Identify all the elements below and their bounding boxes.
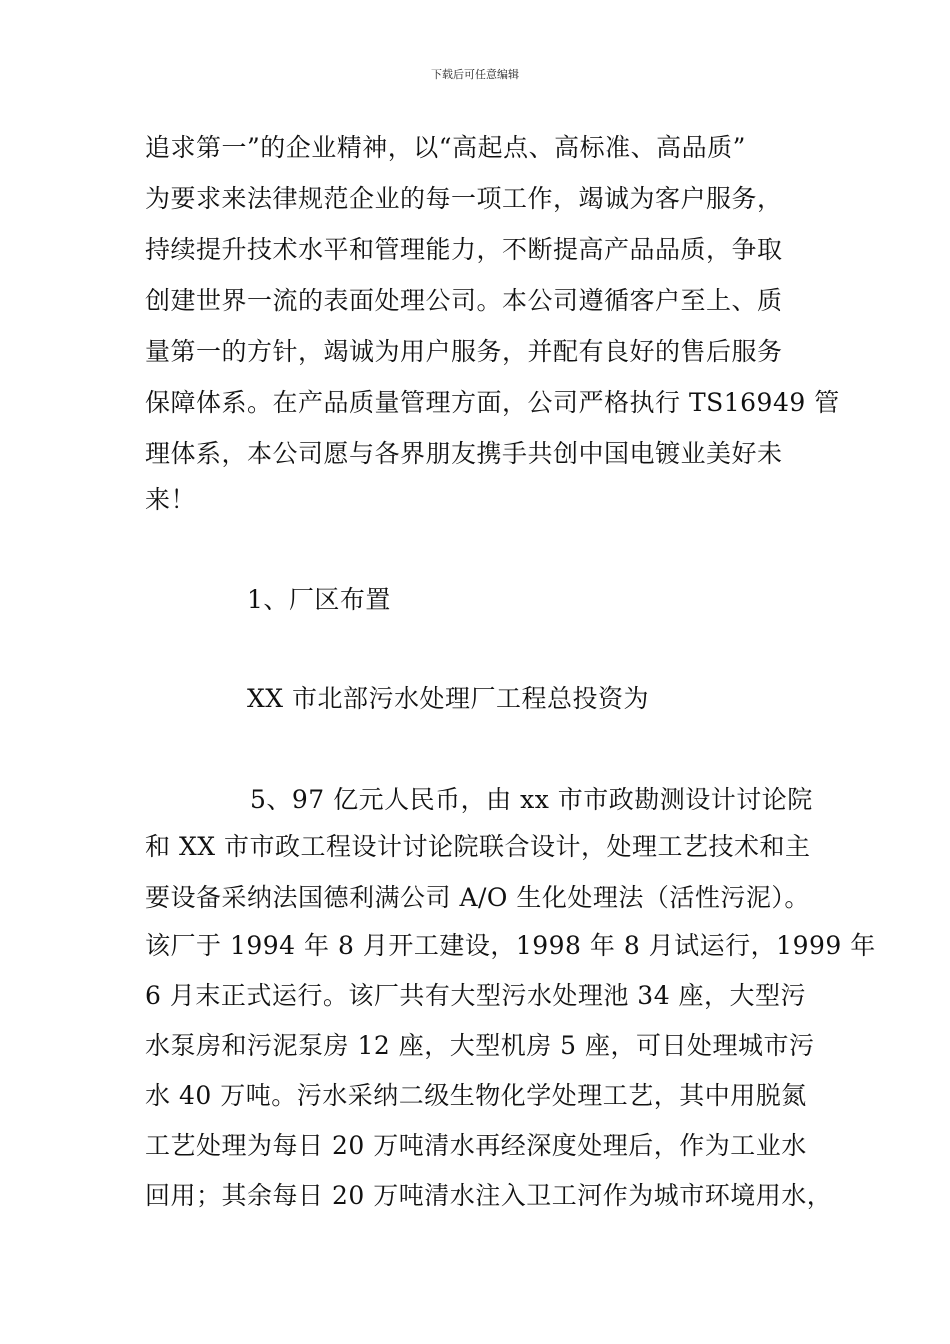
paragraph-line: 水泵房和污泥泵房 12 座，大型机房 5 座，可日处理城市污	[145, 1031, 815, 1060]
paragraph-line: 工艺处理为每日 20 万吨清水再经深度处理后，作为工业水	[145, 1131, 807, 1160]
paragraph-line: 要设备采纳法国德利满公司 A/O 生化处理法（活性污泥）。	[145, 883, 810, 912]
paragraph-line: 6 月末正式运行。该厂共有大型污水处理池 34 座，大型污	[145, 981, 807, 1010]
paragraph-line: 理体系，本公司愿与各界朋友携手共创中国电镀业美好未	[145, 439, 783, 468]
paragraph-line: 创建世界一流的表面处理公司。本公司遵循客户至上、质	[145, 286, 783, 315]
paragraph-line: 保障体系。在产品质量管理方面，公司严格执行 TS16949 管	[145, 388, 840, 417]
paragraph-line: 该厂于 1994 年 8 月开工建设，1998 年 8 月试运行，1999 年	[145, 931, 876, 960]
paragraph-line: 水 40 万吨。污水采纳二级生物化学处理工艺，其中用脱氮	[145, 1081, 807, 1110]
paragraph-line: 追求第一”的企业精神，以“高起点、高标准、高品质”	[145, 133, 746, 162]
paragraph-line: 和 XX 市市政工程设计讨论院联合设计，处理工艺技术和主	[145, 832, 811, 861]
page-header: 下载后可任意编辑	[431, 68, 519, 81]
paragraph-line: 来！	[145, 485, 197, 514]
paragraph-line: 持续提升技术水平和管理能力，不断提高产品品质，争取	[145, 235, 783, 264]
paragraph-line: 5、97 亿元人民币，由 xx 市市政勘测设计讨论院	[250, 785, 813, 814]
section-heading: 1、厂区布置	[247, 585, 391, 614]
paragraph-line: 量第一的方针，竭诚为用户服务，并配有良好的售后服务	[145, 337, 783, 366]
paragraph-line: 回用；其余每日 20 万吨清水注入卫工河作为城市环境用水，	[145, 1181, 833, 1210]
paragraph-line: XX 市北部污水处理厂工程总投资为	[247, 684, 650, 713]
paragraph-line: 为要求来法律规范企业的每一项工作，竭诚为客户服务，	[145, 184, 783, 213]
